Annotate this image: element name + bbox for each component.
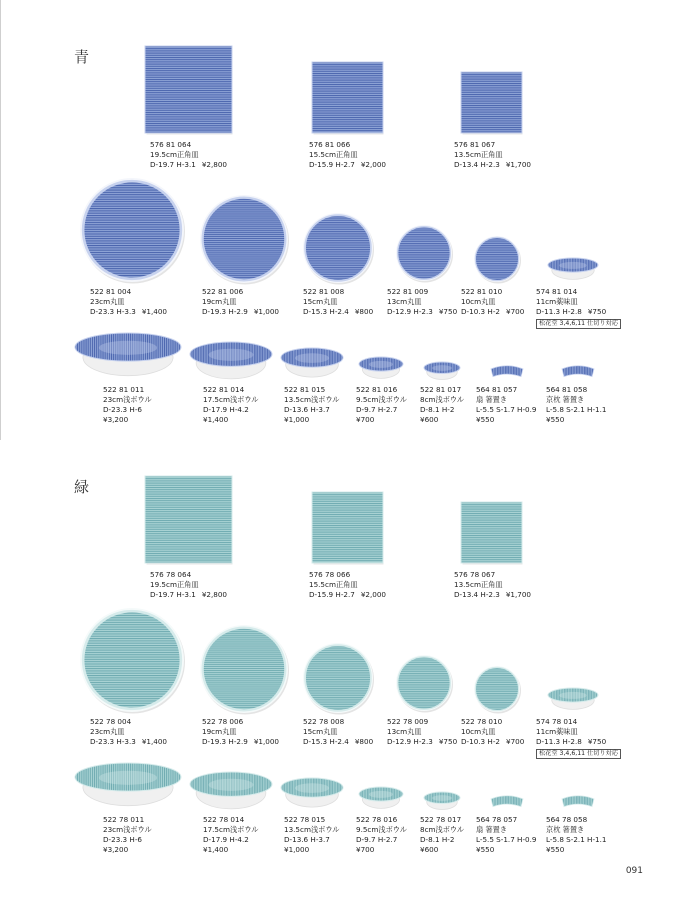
product-price: ¥1,000: [253, 737, 280, 746]
product-image-bowl: [75, 333, 181, 377]
product-spec-row: [461, 307, 524, 317]
round-plate-illustration: [303, 213, 376, 286]
product-image-bowl: [75, 763, 181, 807]
product-spec-row: [90, 737, 167, 747]
bowl-illustration: [424, 362, 463, 383]
product-dimensions: D-19.3 H-2.9: [202, 737, 248, 746]
compatibility-note: 松花堂 3,4,6,11 仕切り対応: [536, 749, 621, 759]
product-caption: [309, 140, 386, 170]
product-code: 522 81 016: [356, 385, 398, 394]
product-caption: [454, 570, 531, 600]
product-dimensions: D-23.3 H-6: [103, 405, 142, 414]
product-spec-row: [150, 160, 227, 170]
product-caption: [536, 287, 606, 317]
product-caption: [202, 717, 279, 747]
product-caption: [202, 287, 279, 317]
product-dimensions: D-15.9 H-2.7: [309, 590, 355, 599]
product-name: 扇 箸置き: [476, 825, 508, 834]
product-caption: [476, 385, 537, 425]
product-caption: [387, 717, 457, 747]
product-code: 522 78 006: [202, 717, 244, 726]
product-name: 15cm丸皿: [303, 727, 338, 736]
product-price: ¥700: [506, 307, 525, 316]
product-price: ¥1,400: [141, 737, 168, 746]
small-bowl-illustration: [548, 258, 601, 283]
left-margin-rule: [0, 0, 1, 440]
product-spec-row: [150, 590, 227, 600]
product-dimensions: D-10.3 H-2: [461, 307, 500, 316]
product-code: 522 78 009: [387, 717, 429, 726]
product-price: ¥1,400: [203, 415, 229, 424]
product-price: ¥1,000: [284, 845, 310, 854]
bowl-illustration: [190, 772, 275, 813]
product-image-bowl: [281, 778, 343, 808]
product-price: ¥1,000: [253, 307, 280, 316]
square-plate-illustration: [312, 492, 387, 567]
product-dimensions: D-19.7 H-3.1: [150, 160, 196, 169]
product-dimensions: D-8.1 H-2: [420, 835, 455, 844]
product-caption: [284, 815, 340, 855]
product-name: 19cm丸皿: [202, 297, 237, 306]
chopstick-rest-illustration: [489, 364, 528, 381]
product-dimensions: D-12.9 H-2.3: [387, 737, 433, 746]
product-code: 522 81 004: [90, 287, 132, 296]
product-dimensions: D-13.4 H-2.3: [454, 590, 500, 599]
product-code: 522 78 014: [203, 815, 245, 824]
product-dimensions: L-5.5 S-1.7 H-0.9: [476, 835, 537, 844]
product-code: 522 78 015: [284, 815, 326, 824]
product-image-square-plate: [461, 72, 523, 134]
product-name: 19.5cm正角皿: [150, 580, 199, 589]
square-plate-illustration: [461, 502, 526, 567]
product-caption: [150, 140, 227, 170]
product-name: 13.5cm正角皿: [454, 580, 503, 589]
product-image-square-plate: [312, 492, 384, 564]
product-price: ¥700: [356, 415, 375, 424]
round-plate-illustration: [474, 236, 523, 285]
product-dimensions: D-19.7 H-3.1: [150, 590, 196, 599]
product-name: 13cm丸皿: [387, 297, 422, 306]
product-code: 576 81 064: [150, 140, 192, 149]
product-code: 522 81 011: [103, 385, 145, 394]
product-name: 23cm浅ボウル: [103, 395, 152, 404]
product-price: ¥550: [546, 845, 565, 854]
product-spec-row: [309, 590, 386, 600]
product-price: ¥750: [587, 737, 607, 746]
product-dimensions: D-11.3 H-2.8: [536, 307, 582, 316]
product-spec-row: [387, 307, 457, 317]
bowl-illustration: [75, 763, 184, 810]
product-code: 574 81 014: [536, 287, 578, 296]
product-price: ¥700: [506, 737, 525, 746]
page-number: 091: [625, 866, 643, 876]
product-price: ¥750: [438, 737, 458, 746]
product-caption: [387, 287, 457, 317]
bowl-illustration: [281, 348, 346, 381]
square-plate-illustration: [145, 46, 236, 137]
product-image-round-plate: [474, 236, 520, 282]
product-caption: [356, 815, 407, 855]
product-image-bowl: [359, 787, 403, 809]
chopstick-rest-illustration: [489, 794, 528, 811]
product-dimensions: D-23.3 H-6: [103, 835, 142, 844]
product-dimensions: L-5.5 S-1.7 H-0.9: [476, 405, 537, 414]
product-name: 13.5cm浅ボウル: [284, 825, 340, 834]
product-name: 19.5cm正角皿: [150, 150, 199, 159]
product-name: 13.5cm正角皿: [454, 150, 503, 159]
product-caption: [546, 815, 607, 855]
product-caption: [203, 815, 259, 855]
product-price: ¥3,200: [103, 845, 129, 854]
product-dimensions: L-5.8 S-2.1 H-1.1: [546, 835, 607, 844]
square-plate-illustration: [145, 476, 236, 567]
product-image-chopstick-rest: [489, 794, 525, 808]
product-code: 522 78 016: [356, 815, 398, 824]
product-caption: [536, 717, 606, 747]
product-dimensions: D-19.3 H-2.9: [202, 307, 248, 316]
product-price: ¥750: [587, 307, 607, 316]
product-price: ¥3,200: [103, 415, 129, 424]
product-dimensions: D-13.4 H-2.3: [454, 160, 500, 169]
product-code: 522 81 015: [284, 385, 326, 394]
product-name: 15.5cm正角皿: [309, 150, 358, 159]
round-plate-illustration: [200, 195, 291, 286]
product-price: ¥1,400: [141, 307, 168, 316]
product-dimensions: D-17.9 H-4.2: [203, 835, 249, 844]
product-dimensions: D-23.3 H-3.3: [90, 307, 136, 316]
product-spec-row: [536, 307, 606, 317]
product-image-chopstick-rest: [560, 794, 596, 808]
product-name: 9.5cm浅ボウル: [356, 395, 407, 404]
product-caption: [461, 287, 524, 317]
product-caption: [420, 815, 464, 855]
product-name: 10cm丸皿: [461, 297, 496, 306]
product-dimensions: D-9.7 H-2.7: [356, 835, 398, 844]
product-price: ¥800: [354, 737, 374, 746]
product-price: ¥1,700: [505, 160, 532, 169]
product-spec-row: [202, 307, 279, 317]
product-dimensions: D-15.3 H-2.4: [303, 737, 349, 746]
product-caption: [90, 717, 167, 747]
product-caption: [90, 287, 167, 317]
bowl-illustration: [359, 357, 406, 382]
product-code: 564 78 058: [546, 815, 588, 824]
product-code: 522 81 014: [203, 385, 245, 394]
product-dimensions: D-17.9 H-4.2: [203, 405, 249, 414]
product-spec-row: [387, 737, 457, 747]
product-image-bowl: [424, 792, 460, 810]
product-caption: [461, 717, 524, 747]
product-price: ¥700: [356, 845, 375, 854]
product-price: ¥1,000: [284, 415, 310, 424]
product-name: 8cm浅ボウル: [420, 395, 465, 404]
product-name: 扇 箸置き: [476, 395, 508, 404]
product-spec-row: [309, 160, 386, 170]
product-code: 576 78 066: [309, 570, 351, 579]
product-price: ¥550: [476, 845, 495, 854]
bowl-illustration: [359, 787, 406, 812]
product-caption: [454, 140, 531, 170]
product-name: 17.5cm浅ボウル: [203, 825, 259, 834]
product-image-square-plate: [145, 476, 233, 564]
product-image-square-plate: [461, 502, 523, 564]
product-price: ¥600: [420, 415, 439, 424]
product-caption: [356, 385, 407, 425]
round-plate-illustration: [396, 655, 455, 714]
product-image-small-bowl: [548, 258, 598, 280]
product-name: 京枕 箸置き: [546, 395, 585, 404]
round-plate-illustration: [474, 666, 523, 715]
product-image-bowl: [190, 772, 272, 810]
product-code: 576 78 064: [150, 570, 192, 579]
bowl-illustration: [424, 792, 463, 813]
product-caption: [103, 815, 152, 855]
product-price: ¥2,800: [201, 590, 228, 599]
product-price: ¥2,000: [360, 160, 387, 169]
product-image-round-plate: [474, 666, 520, 712]
product-code: 564 81 058: [546, 385, 588, 394]
product-code: 522 78 004: [90, 717, 132, 726]
product-dimensions: D-9.7 H-2.7: [356, 405, 398, 414]
round-plate-illustration: [80, 608, 187, 715]
product-caption: [476, 815, 537, 855]
product-name: 19cm丸皿: [202, 727, 237, 736]
product-image-small-bowl: [548, 688, 598, 710]
product-caption: [309, 570, 386, 600]
product-dimensions: D-23.3 H-3.3: [90, 737, 136, 746]
product-image-round-plate: [200, 195, 288, 283]
product-image-round-plate: [80, 178, 184, 282]
product-code: 522 81 010: [461, 287, 503, 296]
product-code: 574 78 014: [536, 717, 578, 726]
bowl-illustration: [281, 778, 346, 811]
product-dimensions: D-8.1 H-2: [420, 405, 455, 414]
product-price: ¥550: [546, 415, 565, 424]
product-image-bowl: [190, 342, 272, 380]
product-name: 11cm薬味皿: [536, 297, 578, 306]
square-plate-illustration: [461, 72, 526, 137]
product-price: ¥1,700: [505, 590, 532, 599]
product-name: 8cm浅ボウル: [420, 825, 465, 834]
product-price: ¥750: [438, 307, 458, 316]
product-caption: [303, 717, 373, 747]
product-code: 576 78 067: [454, 570, 496, 579]
product-code: 576 81 066: [309, 140, 351, 149]
bowl-illustration: [75, 333, 184, 380]
bowl-illustration: [190, 342, 275, 383]
chopstick-rest-illustration: [560, 794, 599, 811]
product-spec-row: [90, 307, 167, 317]
product-dimensions: D-13.6 H-3.7: [284, 835, 330, 844]
product-image-bowl: [424, 362, 460, 380]
product-name: 京枕 箸置き: [546, 825, 585, 834]
product-image-chopstick-rest: [560, 364, 596, 378]
product-code: 564 81 057: [476, 385, 518, 394]
product-name: 11cm薬味皿: [536, 727, 578, 736]
product-price: ¥550: [476, 415, 495, 424]
product-caption: [546, 385, 607, 425]
product-name: 23cm丸皿: [90, 297, 125, 306]
product-image-round-plate: [80, 608, 184, 712]
product-spec-row: [461, 737, 524, 747]
round-plate-illustration: [80, 178, 187, 285]
product-caption: [284, 385, 340, 425]
product-caption: [420, 385, 464, 425]
product-image-round-plate: [303, 643, 373, 713]
product-image-chopstick-rest: [489, 364, 525, 378]
product-image-bowl: [281, 348, 343, 378]
section-title-blue: 青: [74, 48, 91, 66]
product-name: 15cm丸皿: [303, 297, 338, 306]
compatibility-note: 松花堂 3,4,6,11 仕切り対応: [536, 319, 621, 329]
product-code: 522 81 017: [420, 385, 462, 394]
product-spec-row: [303, 307, 373, 317]
product-spec-row: [303, 737, 373, 747]
product-dimensions: D-15.3 H-2.4: [303, 307, 349, 316]
product-price: ¥2,000: [360, 590, 387, 599]
product-caption: [303, 287, 373, 317]
product-dimensions: D-10.3 H-2: [461, 737, 500, 746]
product-code: 522 78 011: [103, 815, 145, 824]
small-bowl-illustration: [548, 688, 601, 713]
product-dimensions: L-5.8 S-2.1 H-1.1: [546, 405, 607, 414]
product-caption: [203, 385, 259, 425]
round-plate-illustration: [396, 225, 455, 284]
product-code: 564 78 057: [476, 815, 518, 824]
product-code: 522 81 008: [303, 287, 345, 296]
product-dimensions: D-15.9 H-2.7: [309, 160, 355, 169]
product-dimensions: D-11.3 H-2.8: [536, 737, 582, 746]
product-image-round-plate: [303, 213, 373, 283]
product-caption: [103, 385, 152, 425]
product-name: 15.5cm正角皿: [309, 580, 358, 589]
product-name: 23cm丸皿: [90, 727, 125, 736]
product-name: 23cm浅ボウル: [103, 825, 152, 834]
product-code: 522 78 008: [303, 717, 345, 726]
chopstick-rest-illustration: [560, 364, 599, 381]
product-image-square-plate: [145, 46, 233, 134]
product-price: ¥800: [354, 307, 374, 316]
product-name: 13cm丸皿: [387, 727, 422, 736]
product-spec-row: [536, 737, 606, 747]
product-image-round-plate: [396, 225, 452, 281]
product-image-round-plate: [396, 655, 452, 711]
round-plate-illustration: [200, 625, 291, 716]
product-image-round-plate: [200, 625, 288, 713]
product-name: 10cm丸皿: [461, 727, 496, 736]
product-caption: [150, 570, 227, 600]
section-title-green: 緑: [74, 478, 91, 496]
product-name: 13.5cm浅ボウル: [284, 395, 340, 404]
product-price: ¥600: [420, 845, 439, 854]
product-spec-row: [454, 160, 531, 170]
square-plate-illustration: [312, 62, 387, 137]
product-dimensions: D-13.6 H-3.7: [284, 405, 330, 414]
product-spec-row: [202, 737, 279, 747]
product-code: 522 78 010: [461, 717, 503, 726]
product-name: 17.5cm浅ボウル: [203, 395, 259, 404]
product-code: 522 81 009: [387, 287, 429, 296]
product-name: 9.5cm浅ボウル: [356, 825, 407, 834]
round-plate-illustration: [303, 643, 376, 716]
product-dimensions: D-12.9 H-2.3: [387, 307, 433, 316]
product-code: 522 81 006: [202, 287, 244, 296]
product-code: 522 78 017: [420, 815, 462, 824]
product-image-bowl: [359, 357, 403, 379]
product-price: ¥2,800: [201, 160, 228, 169]
product-price: ¥1,400: [203, 845, 229, 854]
product-code: 576 81 067: [454, 140, 496, 149]
product-spec-row: [454, 590, 531, 600]
product-image-square-plate: [312, 62, 384, 134]
